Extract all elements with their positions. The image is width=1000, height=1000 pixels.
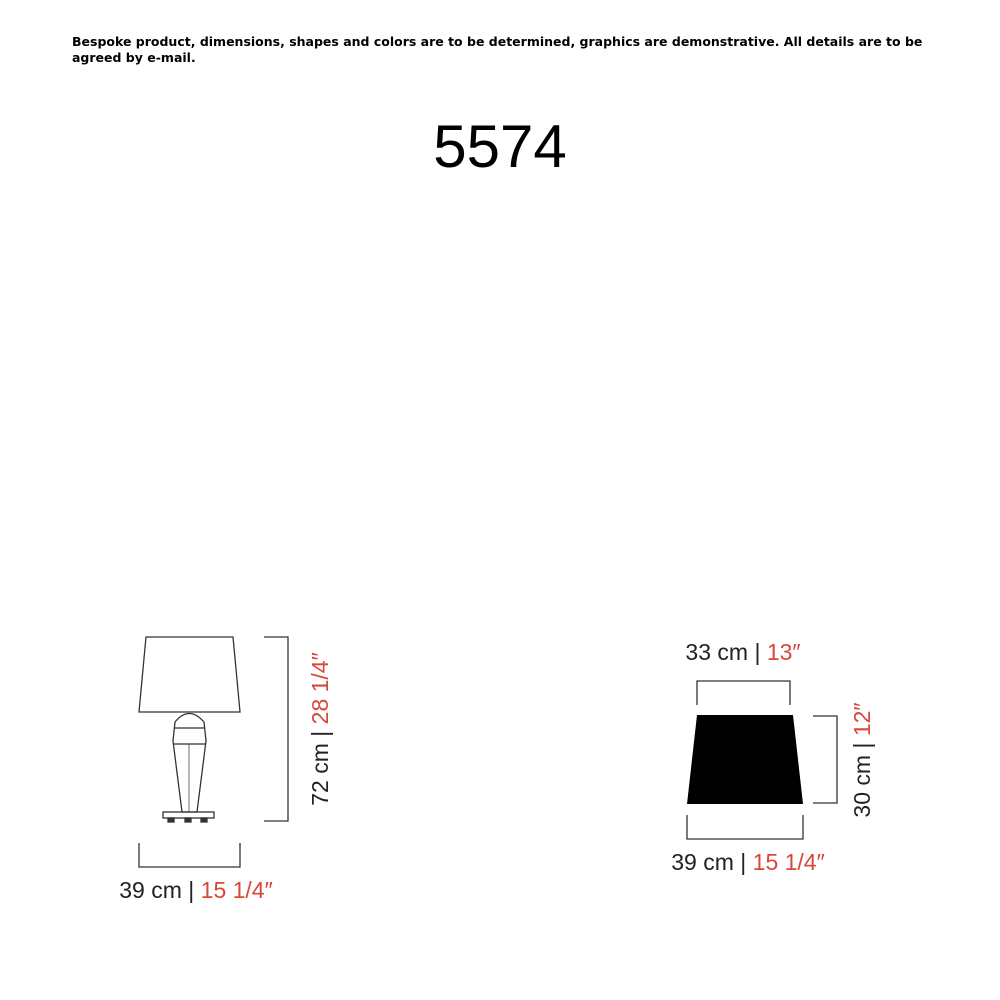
shade-height-imperial: 12″ [849, 702, 876, 737]
shade-bottom-width-separator: | [733, 849, 753, 876]
shade-top-width-label [685, 639, 800, 665]
lamp-shade-fill [687, 715, 803, 804]
shade-top-width-metric: 33 cm [685, 639, 749, 666]
shade-bottom-width-metric: 39 cm [671, 849, 734, 876]
lamp-foot-right [201, 818, 207, 822]
lamp-height-bracket [264, 637, 288, 821]
shade-height-metric: 30 cm [849, 754, 876, 818]
disclaimer-text: Bespoke product, dimensions, shapes and colors are to be determined, graphics are demonstrative. All details are to be agreed by e-mail. [72, 34, 923, 65]
lamp-foot-left [168, 818, 174, 822]
lamp-foot-middle [185, 818, 191, 822]
lamp-height-metric: 72 cm [307, 743, 334, 806]
lamp-shade-outline [139, 637, 240, 712]
lamp-width-bracket [139, 843, 240, 867]
lamp-width-imperial: 15 1/4″ [200, 877, 273, 904]
lamp-width-separator: | [181, 877, 201, 904]
lamp-height-imperial: 28 1/4″ [307, 652, 334, 725]
shade-top-width-imperial: 13″ [766, 639, 801, 666]
shade-top-width-bracket [697, 681, 790, 705]
shade-bottom-width-bracket [687, 815, 803, 839]
lamp-base-plate [163, 812, 214, 818]
lamp-height-separator: | [307, 724, 334, 744]
shade-bottom-width-imperial: 15 1/4″ [752, 849, 825, 876]
lamp-width-metric: 39 cm [119, 877, 182, 904]
shade-top-width-separator: | [748, 639, 767, 666]
lamp-height-label [307, 652, 333, 806]
shade-height-bracket [813, 716, 837, 803]
lamp-illustration [139, 637, 240, 822]
shade-height-separator: | [849, 736, 876, 755]
shade-bottom-width-label [671, 849, 825, 875]
model-number: 5574 [433, 113, 567, 180]
lamp-width-label [119, 877, 273, 903]
shade-height-label [849, 702, 875, 817]
